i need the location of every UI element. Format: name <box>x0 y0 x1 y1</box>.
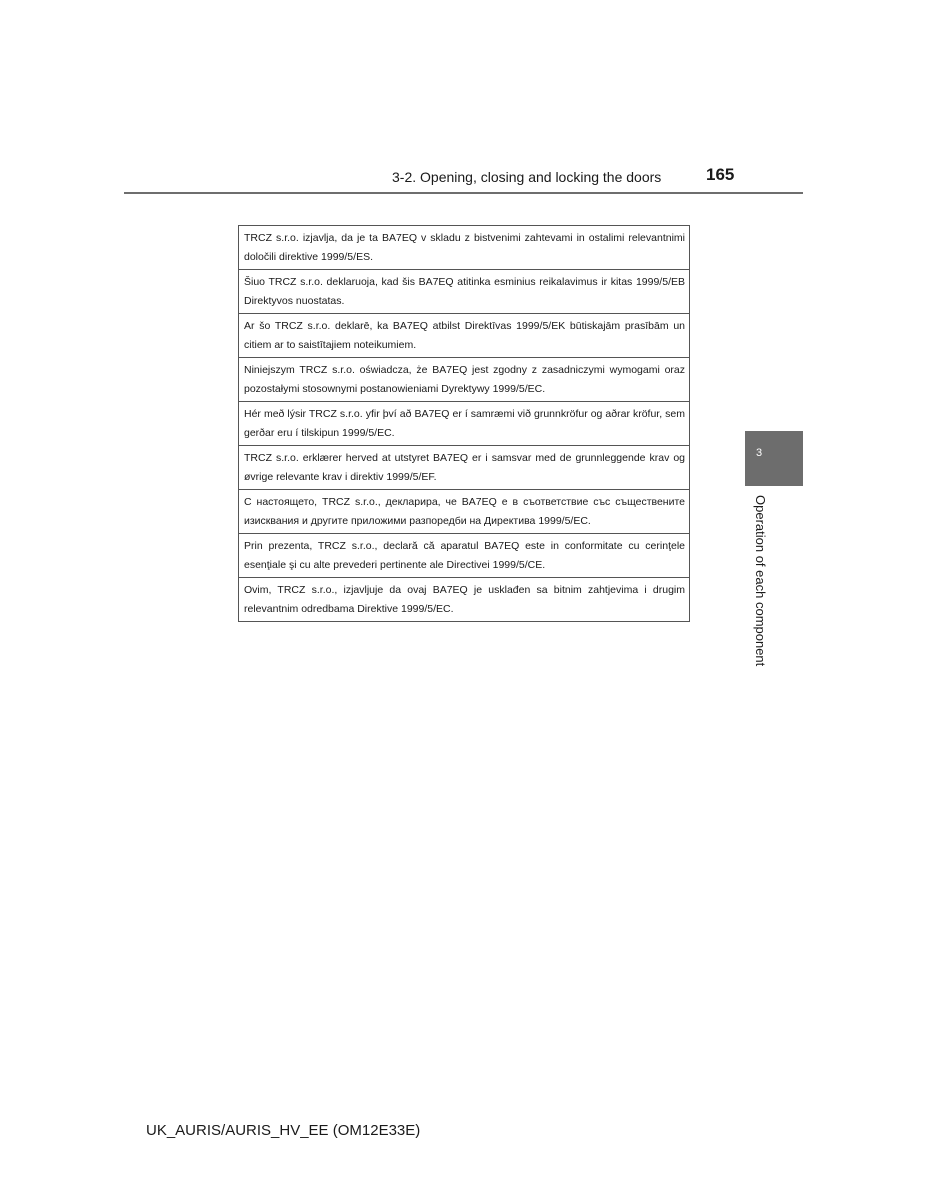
manual-identifier: UK_AURIS/AURIS_HV_EE (OM12E33E) <box>146 1122 421 1139</box>
table-row <box>239 358 690 402</box>
table-row <box>239 490 690 534</box>
declaration-polish: Niniejszym TRCZ s.r.o. oświadcza, że BA7EQ jest zgodny z zasadniczymi wymogami oraz pozostałymi stosownymi postanowieniami Dyrektywy 1999/5/EC. <box>239 358 690 402</box>
table-row <box>239 314 690 358</box>
page-number: 165 <box>706 165 735 184</box>
table-row <box>239 270 690 314</box>
declaration-latvian: Ar šo TRCZ s.r.o. deklarē, ka BA7EQ atbilst Direktīvas 1999/5/EK būtiskajām prasībām un citiem ar to saistītajiem noteikumiem. <box>239 314 690 358</box>
declarations-table <box>238 225 690 622</box>
declaration-norwegian: TRCZ s.r.o. erklærer herved at utstyret BA7EQ er i samsvar med de grunnleggende krav og øvrige relevante krav i direktiv 1999/5/EF. <box>239 446 690 490</box>
chapter-number: 3 <box>756 447 763 459</box>
declaration-lithuanian: Šiuo TRCZ s.r.o. deklaruoja, kad šis BA7EQ atitinka esminius reikalavimus ir kitas 1999/5/EB Direktyvos nuostatas. <box>239 270 690 314</box>
declaration-icelandic: Hér með lýsir TRCZ s.r.o. yfir því að BA7EQ er í samræmi við grunnkröfur og aðrar kröfur, sem gerðar eru í tilskipun 1999/5/EC. <box>239 402 690 446</box>
table-row <box>239 578 690 622</box>
table-row <box>239 446 690 490</box>
chapter-title: Operation of each component <box>753 495 768 667</box>
section-title: 3-2. Opening, closing and locking the doors <box>392 169 662 185</box>
table-row <box>239 534 690 578</box>
chapter-tab <box>745 431 803 486</box>
header-divider <box>124 192 803 194</box>
table-row <box>239 226 690 270</box>
table-row <box>239 402 690 446</box>
declaration-bulgarian: С настоящето, TRCZ s.r.o., декларира, че BA7EQ е в съответствие със съществените изисквания и другите приложими разпоредби на Директива 1999/5/EC. <box>239 490 690 534</box>
declaration-croatian: Ovim, TRCZ s.r.o., izjavljuje da ovaj BA7EQ je usklađen sa bitnim zahtjevima i drugim relevantnim odredbama Direktive 1999/5/EC. <box>239 578 690 622</box>
declaration-slovenian: TRCZ s.r.o. izjavlja, da je ta BA7EQ v skladu z bistvenimi zahtevami in ostalimi relevantnimi določili direktive 1999/5/ES. <box>239 226 690 270</box>
declaration-romanian: Prin prezenta, TRCZ s.r.o., declară că aparatul BA7EQ este in conformitate cu cerinţele esenţiale şi cu alte prevederi pertinente ale Directivei 1999/5/CE. <box>239 534 690 578</box>
